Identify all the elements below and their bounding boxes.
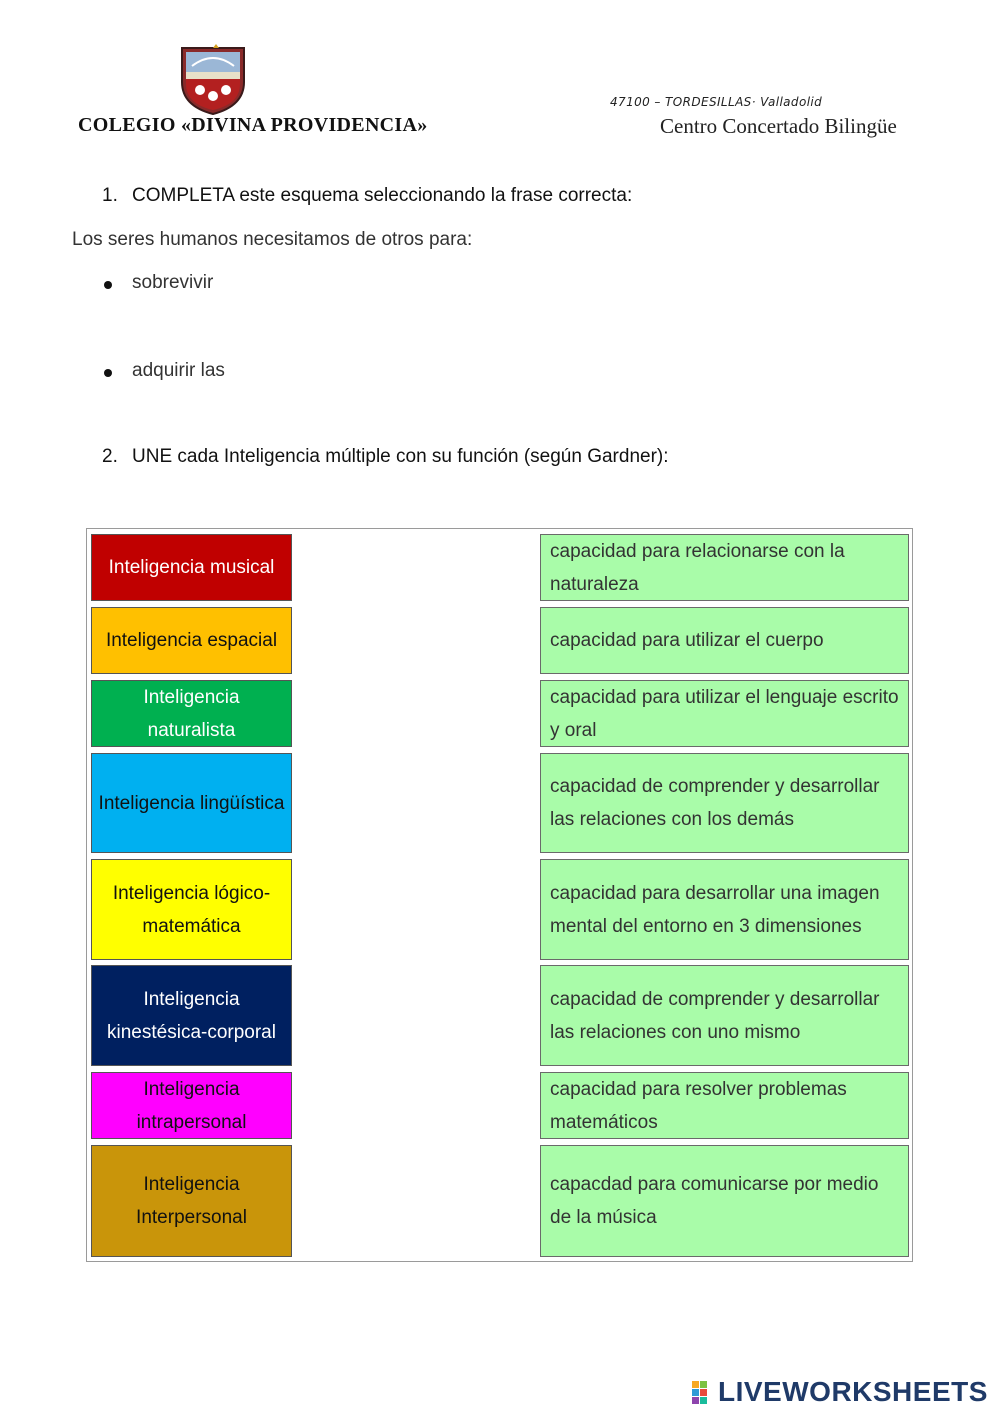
function-text: capacidad para relacionarse con la naturaleza bbox=[550, 540, 845, 595]
liveworksheets-logo[interactable] bbox=[692, 1376, 988, 1408]
function-card[interactable] bbox=[540, 607, 909, 674]
intelligence-label: Inteligencia espacial bbox=[105, 630, 278, 651]
intelligence-label: Inteligencia musical bbox=[108, 557, 275, 578]
intelligence-card-intrapersonal[interactable] bbox=[91, 1072, 292, 1139]
function-text: capacidad de comprender y desarrollar las relaciones con los demás bbox=[550, 776, 880, 830]
function-text: capacidad de comprender y desarrollar las relaciones con uno mismo bbox=[550, 988, 880, 1043]
school-address: 47100 – TORDESILLAS· Valladolid bbox=[610, 95, 823, 109]
bullet-text: adquirir las bbox=[132, 360, 225, 381]
function-card[interactable] bbox=[540, 1072, 909, 1139]
function-card[interactable] bbox=[540, 753, 909, 853]
school-crest-logo bbox=[178, 44, 248, 116]
intelligence-label: Inteligencia lingüística bbox=[98, 792, 285, 814]
school-name: COLEGIO «DIVINA PROVIDENCIA» bbox=[78, 114, 428, 136]
bullet-item bbox=[132, 360, 225, 382]
intelligence-card-kinestesica[interactable] bbox=[91, 965, 292, 1066]
function-card[interactable] bbox=[540, 965, 909, 1066]
intelligence-card-musical[interactable] bbox=[91, 534, 292, 601]
bullet-icon bbox=[104, 281, 112, 289]
liveworksheets-mark-icon bbox=[692, 1379, 716, 1405]
function-text: capacdad para comunicarse por medio de la música bbox=[550, 1174, 879, 1228]
bullet-text: sobrevivir bbox=[132, 272, 214, 293]
function-text: capacidad para resolver problemas matemáticos bbox=[550, 1078, 847, 1133]
center-type: Centro Concertado Bilingüe bbox=[660, 114, 897, 138]
question-1-intro: Los seres humanos necesitamos de otros para: bbox=[72, 229, 473, 250]
question-2-number: 2. bbox=[102, 446, 118, 467]
intelligence-label: Inteligencia kinestésica-corporal bbox=[107, 988, 276, 1043]
function-card[interactable] bbox=[540, 1145, 909, 1257]
intelligence-label: Inteligencia Interpersonal bbox=[136, 1174, 247, 1228]
question-1-text: COMPLETA este esquema seleccionando la frase correcta: bbox=[132, 185, 633, 206]
intelligence-card-naturalista[interactable] bbox=[91, 680, 292, 747]
intelligence-card-espacial[interactable] bbox=[91, 607, 292, 674]
question-2-heading bbox=[102, 446, 669, 468]
question-1-number: 1. bbox=[102, 185, 118, 206]
bullet-icon bbox=[104, 369, 112, 377]
intelligence-card-linguistica[interactable] bbox=[91, 753, 292, 853]
intelligence-label: Inteligencia lógico-matemática bbox=[112, 882, 271, 937]
question-1-heading bbox=[102, 185, 632, 207]
question-2-text: UNE cada Inteligencia múltiple con su función (según Gardner): bbox=[132, 446, 669, 467]
function-card[interactable] bbox=[540, 680, 909, 747]
intelligence-card-logico-matematica[interactable] bbox=[91, 859, 292, 960]
function-card[interactable] bbox=[540, 534, 909, 601]
intelligence-label: Inteligencia naturalista bbox=[143, 686, 240, 741]
liveworksheets-logo-text: LIVEWORKSHEETS bbox=[718, 1376, 988, 1407]
intelligence-label: Inteligencia intrapersonal bbox=[136, 1078, 247, 1133]
function-card[interactable] bbox=[540, 859, 909, 960]
function-text: capacidad para utilizar el cuerpo bbox=[550, 630, 824, 651]
bullet-item bbox=[132, 272, 213, 294]
intelligence-card-interpersonal[interactable] bbox=[91, 1145, 292, 1257]
function-text: capacidad para desarrollar una imagen mental del entorno en 3 dimensiones bbox=[550, 882, 880, 937]
function-text: capacidad para utilizar el lenguaje escrito y oral bbox=[550, 686, 899, 741]
